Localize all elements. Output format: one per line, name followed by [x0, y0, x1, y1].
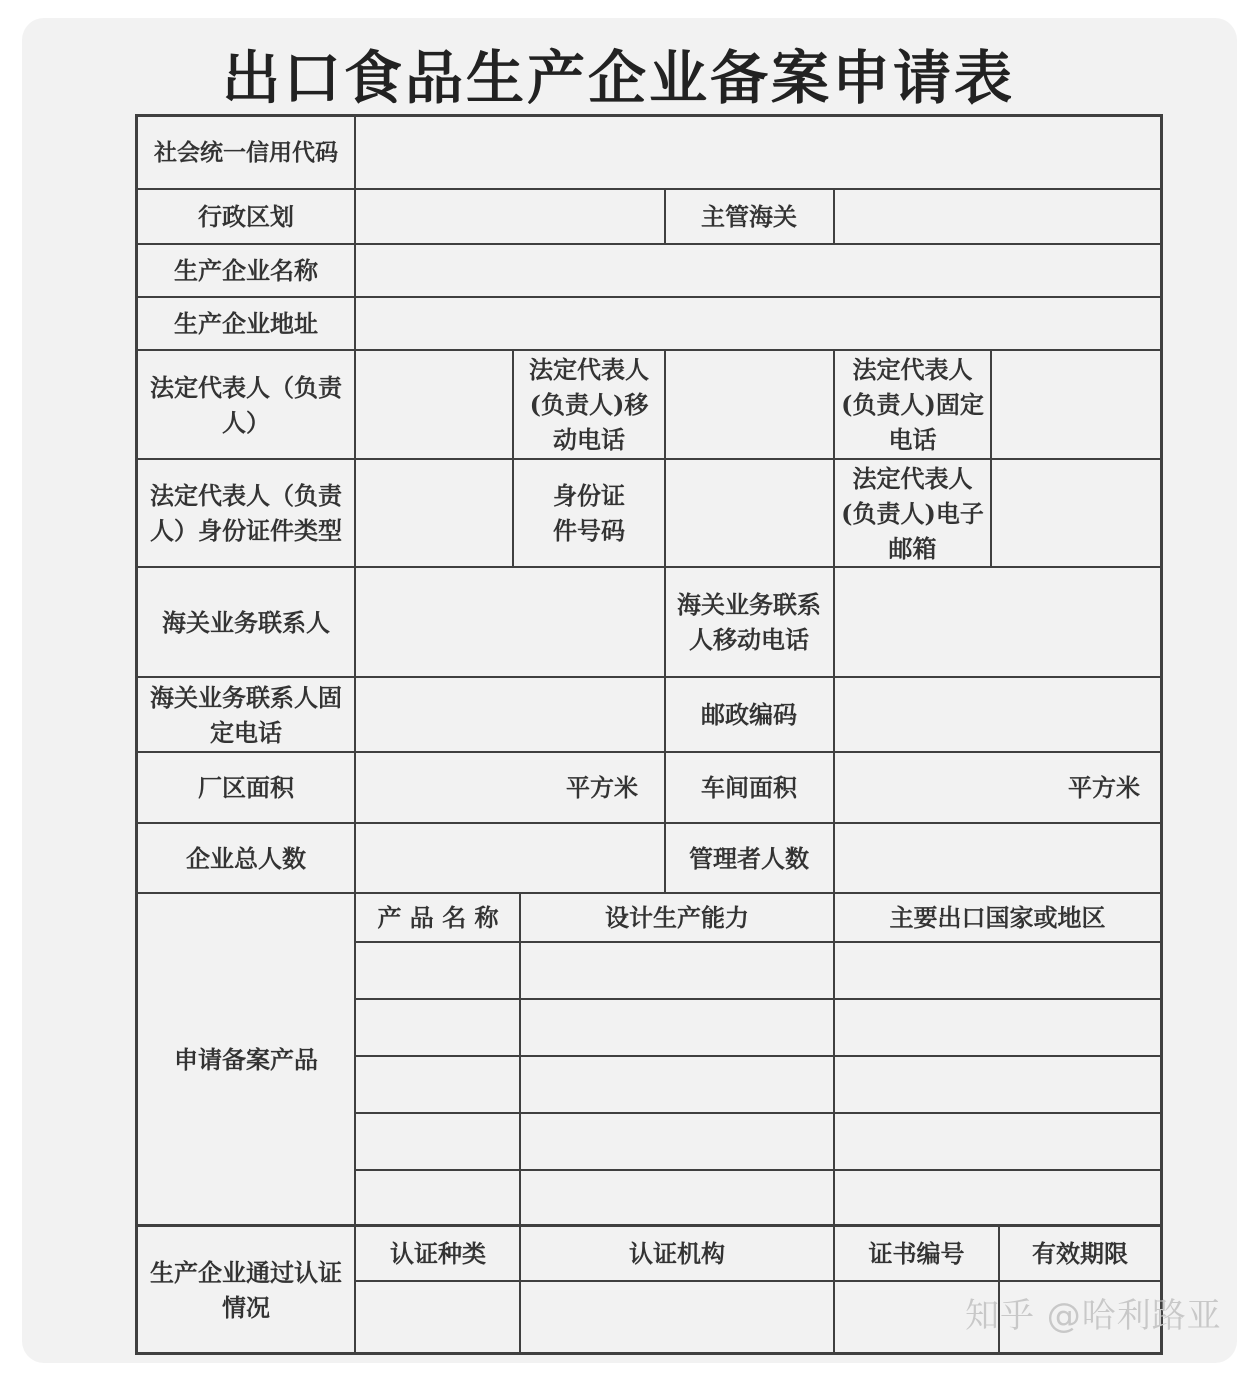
- customs-contact-label: 海关业务联系人: [162, 607, 330, 637]
- form-title: 出口食品生产企业备案申请表: [221, 44, 1015, 112]
- credit-code-label: 社会统一信用代码: [154, 138, 338, 166]
- postal-code-field[interactable]: [835, 678, 1160, 751]
- customs-field[interactable]: [835, 190, 1160, 243]
- legal-rep-mobile-label: 法定代表人(负责人)移动电话: [529, 355, 649, 454]
- enterprise-address-label: 生产企业地址: [174, 309, 318, 338]
- legal-rep-phone-label: 法定代表人(负责人)固定电话: [841, 355, 984, 454]
- plant-area-field[interactable]: [357, 753, 557, 822]
- id-number-field[interactable]: [666, 460, 833, 566]
- certification-column-header: 证书编号: [868, 1239, 965, 1268]
- managers-label: 管理者人数: [689, 843, 809, 873]
- legal-rep-label: 法定代表人（负责人）: [150, 372, 342, 437]
- plant-area-label: 厂区面积: [198, 773, 294, 802]
- admin-region-label: 行政区划: [198, 202, 294, 231]
- customs-contact-phone-label: 海关业务联系人固定电话: [150, 682, 342, 747]
- workshop-area-label: 车间面积: [701, 773, 797, 802]
- admin-region-field[interactable]: [357, 190, 664, 243]
- watermark: 知乎 @哈利路亚: [965, 1296, 1222, 1336]
- legal-rep-email-label: 法定代表人(负责人)电子邮箱: [841, 463, 984, 563]
- enterprise-name-field[interactable]: [357, 245, 1160, 296]
- legal-rep-id-type-field[interactable]: [357, 460, 512, 566]
- legal-rep-id-type-label: 法定代表人（负责人）身份证件类型: [150, 481, 342, 545]
- legal-rep-email-field[interactable]: [992, 460, 1160, 566]
- postal-code-label: 邮政编码: [701, 700, 797, 729]
- certification-label: 生产企业通过认证情况: [150, 1258, 342, 1322]
- enterprise-name-label: 生产企业名称: [174, 256, 318, 285]
- customs-contact-mobile-label: 海关业务联系人移动电话: [677, 590, 821, 654]
- total-staff-label: 企业总人数: [186, 843, 306, 873]
- total-staff-field[interactable]: [357, 824, 664, 892]
- customs-label: 主管海关: [701, 202, 797, 231]
- id-number-label: 身份证件号码: [553, 481, 625, 545]
- legal-rep-phone-field[interactable]: [992, 351, 1160, 458]
- legal-rep-field[interactable]: [357, 351, 512, 458]
- managers-field[interactable]: [835, 824, 1160, 892]
- workshop-area-unit: 平方米: [1068, 773, 1140, 802]
- certification-column-header: 认证机构: [629, 1239, 725, 1268]
- products-label: 申请备案产品: [174, 1044, 318, 1074]
- products-column-header: 设计生产能力: [605, 903, 749, 932]
- certification-column-header: 认证种类: [390, 1239, 486, 1268]
- products-column-header: 主要出口国家或地区: [889, 903, 1106, 932]
- credit-code-field[interactable]: [357, 116, 1160, 188]
- customs-contact-phone-field[interactable]: [357, 678, 664, 751]
- certification-column-header: 有效期限: [1032, 1239, 1128, 1268]
- customs-contact-mobile-field[interactable]: [835, 568, 1160, 676]
- products-column-header: 产 品 名 称: [377, 903, 499, 932]
- enterprise-address-field[interactable]: [357, 298, 1160, 349]
- workshop-area-field[interactable]: [835, 753, 1060, 822]
- legal-rep-mobile-field[interactable]: [666, 351, 833, 458]
- products-entry-rows[interactable]: [357, 943, 1160, 1224]
- plant-area-unit: 平方米: [566, 773, 638, 802]
- customs-contact-field[interactable]: [357, 568, 664, 676]
